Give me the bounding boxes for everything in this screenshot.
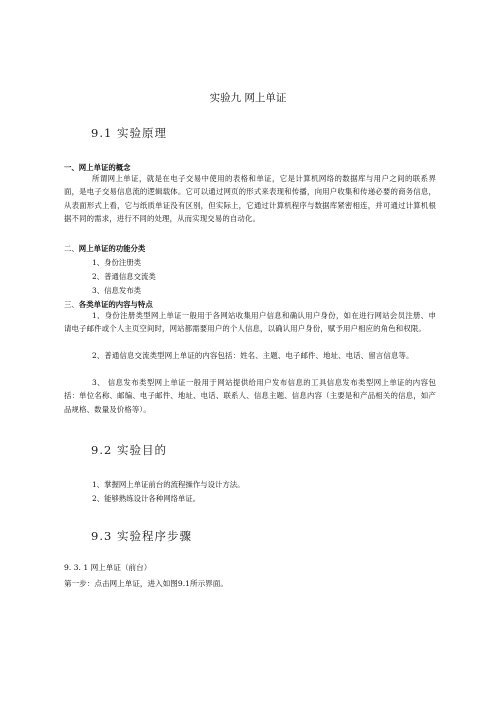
list-item-type-2: 2、普通信息交流类 bbox=[92, 272, 156, 281]
paragraph-content-3-text: 3、 信息发布类型网上单证一般用于网站提供给用户发布信息的工具信息发布类型网上单证的内容包括：单位名称、邮编、电子邮件、地址、电话、联系人、信息主题、信息内容（主要是和产品相关的信息，如产品规格、数量及价格等）。 bbox=[64, 378, 436, 414]
heading-content-number: 三、 bbox=[64, 300, 79, 309]
list-item-goal-1: 1、掌握网上单证前台的流程操作与设计方法。 bbox=[92, 480, 245, 489]
section-heading-9-3: 9.3 实验程序步骤 bbox=[91, 529, 192, 543]
sub-heading-9-3-1: 9. 3. 1 网上单证（前台） bbox=[64, 563, 152, 572]
list-item-type-1: 1、身份注册类 bbox=[92, 258, 142, 267]
paragraph-content-2-text: 2、普通信息交流类型网上单证的内容包括：姓名、主题、电子邮件、地址、电话、留言信息等。 bbox=[92, 351, 414, 360]
heading-types bbox=[64, 243, 145, 254]
paragraph-concept bbox=[64, 172, 436, 226]
list-item-type-3: 3、信息发布类 bbox=[92, 286, 142, 295]
heading-types-text: 网上单证的功能分类 bbox=[78, 244, 146, 253]
paragraph-content-1-text: 1、身份注册类型网上单证一般用于各网站收集用户信息和确认用户身份，如在进行网站会员注册、申请电子邮件或个人主页空间时，网站都需要用户的个人信息，以确认用户身份，赋予用户相应的角色和权限。 bbox=[64, 311, 436, 334]
paragraph-content-1 bbox=[64, 309, 436, 336]
paragraph-concept-text: 所谓网上单证，就是在电子交易中使用的表格和单证，它是计算机网络的数据库与用户之间的联系界面，是电子交易信息流的逻辑载体。它可以通过网页的形式来表现和传播，向用户收集和传递必要的商务信息，从表面形式上看，它与纸质单证没有区别，但实际上，它通过计算机程序与数据库紧密相连，并可通过计算机根据不同的需求，进行不同的处理，从而实现交易的自动化。 bbox=[64, 174, 436, 224]
section-heading-9-1: 9.1 实验原理 bbox=[91, 126, 167, 140]
heading-types-number: 二、 bbox=[64, 244, 79, 253]
paragraph-content-3 bbox=[64, 376, 436, 416]
section-heading-9-2: 9.2 实验目的 bbox=[91, 443, 167, 457]
step-1-text: 第一步：点击网上单证，进入如图9.1所示界面。 bbox=[64, 579, 228, 588]
document-title: 实验九 网上单证 bbox=[209, 92, 287, 104]
heading-concept: 一、网上单证的概念 bbox=[64, 163, 131, 172]
heading-content-text: 各类单证的内容与特点 bbox=[78, 300, 153, 309]
paragraph-content-2 bbox=[64, 349, 436, 362]
list-item-goal-2: 2、能够熟练设计各种网络单证。 bbox=[92, 494, 201, 503]
